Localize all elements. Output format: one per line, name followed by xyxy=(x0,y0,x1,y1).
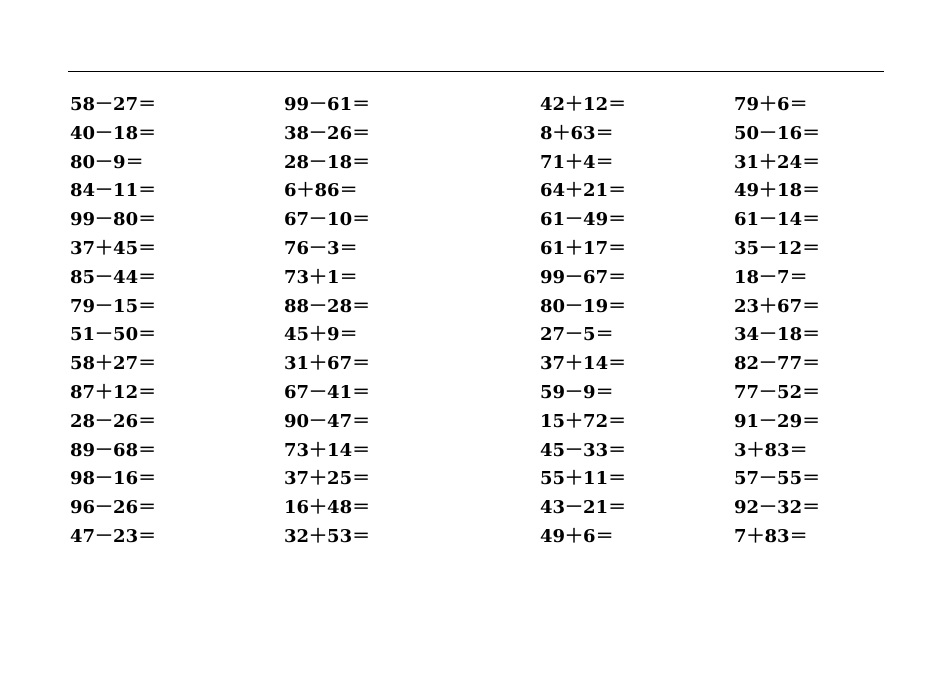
problem: 80－19＝ xyxy=(540,295,627,317)
problem: 91－29＝ xyxy=(734,410,821,432)
problem: 51－50＝ xyxy=(70,324,157,346)
problem: 28－26＝ xyxy=(70,410,157,432)
problem: 73＋1＝ xyxy=(284,266,358,288)
problem: 99－80＝ xyxy=(70,209,157,231)
problem: 40－18＝ xyxy=(70,122,157,144)
problem: 92－32＝ xyxy=(734,497,821,519)
problem: 47－23＝ xyxy=(70,525,157,547)
problem: 71＋4＝ xyxy=(540,151,614,173)
problem: 80－9＝ xyxy=(70,151,144,173)
arithmetic-worksheet xyxy=(0,93,950,553)
problem: 58－27＝ xyxy=(70,94,157,115)
problem: 79＋6＝ xyxy=(734,94,808,115)
problem: 34－18＝ xyxy=(734,324,821,346)
problem-column-4 xyxy=(734,93,914,554)
problem: 57－55＝ xyxy=(734,468,821,490)
problem: 99－61＝ xyxy=(284,94,371,115)
problem: 87＋12＝ xyxy=(70,381,157,403)
problem: 45－33＝ xyxy=(540,439,627,461)
problem: 67－10＝ xyxy=(284,209,371,231)
problem-column-3 xyxy=(540,93,720,554)
problem: 58＋27＝ xyxy=(70,353,157,375)
problem: 37＋25＝ xyxy=(284,468,371,490)
problem: 64＋21＝ xyxy=(540,180,627,202)
problem: 38－26＝ xyxy=(284,122,371,144)
problem: 8＋63＝ xyxy=(540,122,614,144)
problem: 96－26＝ xyxy=(70,497,157,519)
problem: 43－21＝ xyxy=(540,497,627,519)
problem: 59－9＝ xyxy=(540,381,614,403)
problem: 82－77＝ xyxy=(734,353,821,375)
problem: 90－47＝ xyxy=(284,410,371,432)
problem: 79－15＝ xyxy=(70,295,157,317)
problem: 27－5＝ xyxy=(540,324,614,346)
problem: 16＋48＝ xyxy=(284,497,371,519)
problem: 15＋72＝ xyxy=(540,410,627,432)
problem: 32＋53＝ xyxy=(284,525,371,547)
problem: 76－3＝ xyxy=(284,237,358,259)
problem: 28－18＝ xyxy=(284,151,371,173)
problem: 37＋14＝ xyxy=(540,353,627,375)
problem: 18－7＝ xyxy=(734,266,808,288)
problem: 77－52＝ xyxy=(734,381,821,403)
problem: 31＋24＝ xyxy=(734,151,821,173)
problem: 61－14＝ xyxy=(734,209,821,231)
problem-column-1 xyxy=(70,93,250,554)
problem: 37＋45＝ xyxy=(70,237,157,259)
problem: 98－16＝ xyxy=(70,468,157,490)
problem: 50－16＝ xyxy=(734,122,821,144)
top-rule xyxy=(68,71,884,72)
problem: 3＋83＝ xyxy=(734,439,808,461)
problem: 7＋83＝ xyxy=(734,525,808,547)
problem: 61＋17＝ xyxy=(540,237,627,259)
problem: 31＋67＝ xyxy=(284,353,371,375)
problem: 49＋6＝ xyxy=(540,525,614,547)
problem: 55＋11＝ xyxy=(540,468,627,490)
problem: 49＋18＝ xyxy=(734,180,821,202)
problem: 88－28＝ xyxy=(284,295,371,317)
problem: 61－49＝ xyxy=(540,209,627,231)
problem: 67－41＝ xyxy=(284,381,371,403)
problem: 89－68＝ xyxy=(70,439,157,461)
problem: 45＋9＝ xyxy=(284,324,358,346)
problem: 42＋12＝ xyxy=(540,94,627,115)
problem: 85－44＝ xyxy=(70,266,157,288)
problem-column-2 xyxy=(284,93,464,554)
problem: 99－67＝ xyxy=(540,266,627,288)
problem: 84－11＝ xyxy=(70,180,157,202)
problem: 35－12＝ xyxy=(734,237,821,259)
problem: 23＋67＝ xyxy=(734,295,821,317)
problem: 73＋14＝ xyxy=(284,439,371,461)
problem: 6＋86＝ xyxy=(284,180,358,202)
